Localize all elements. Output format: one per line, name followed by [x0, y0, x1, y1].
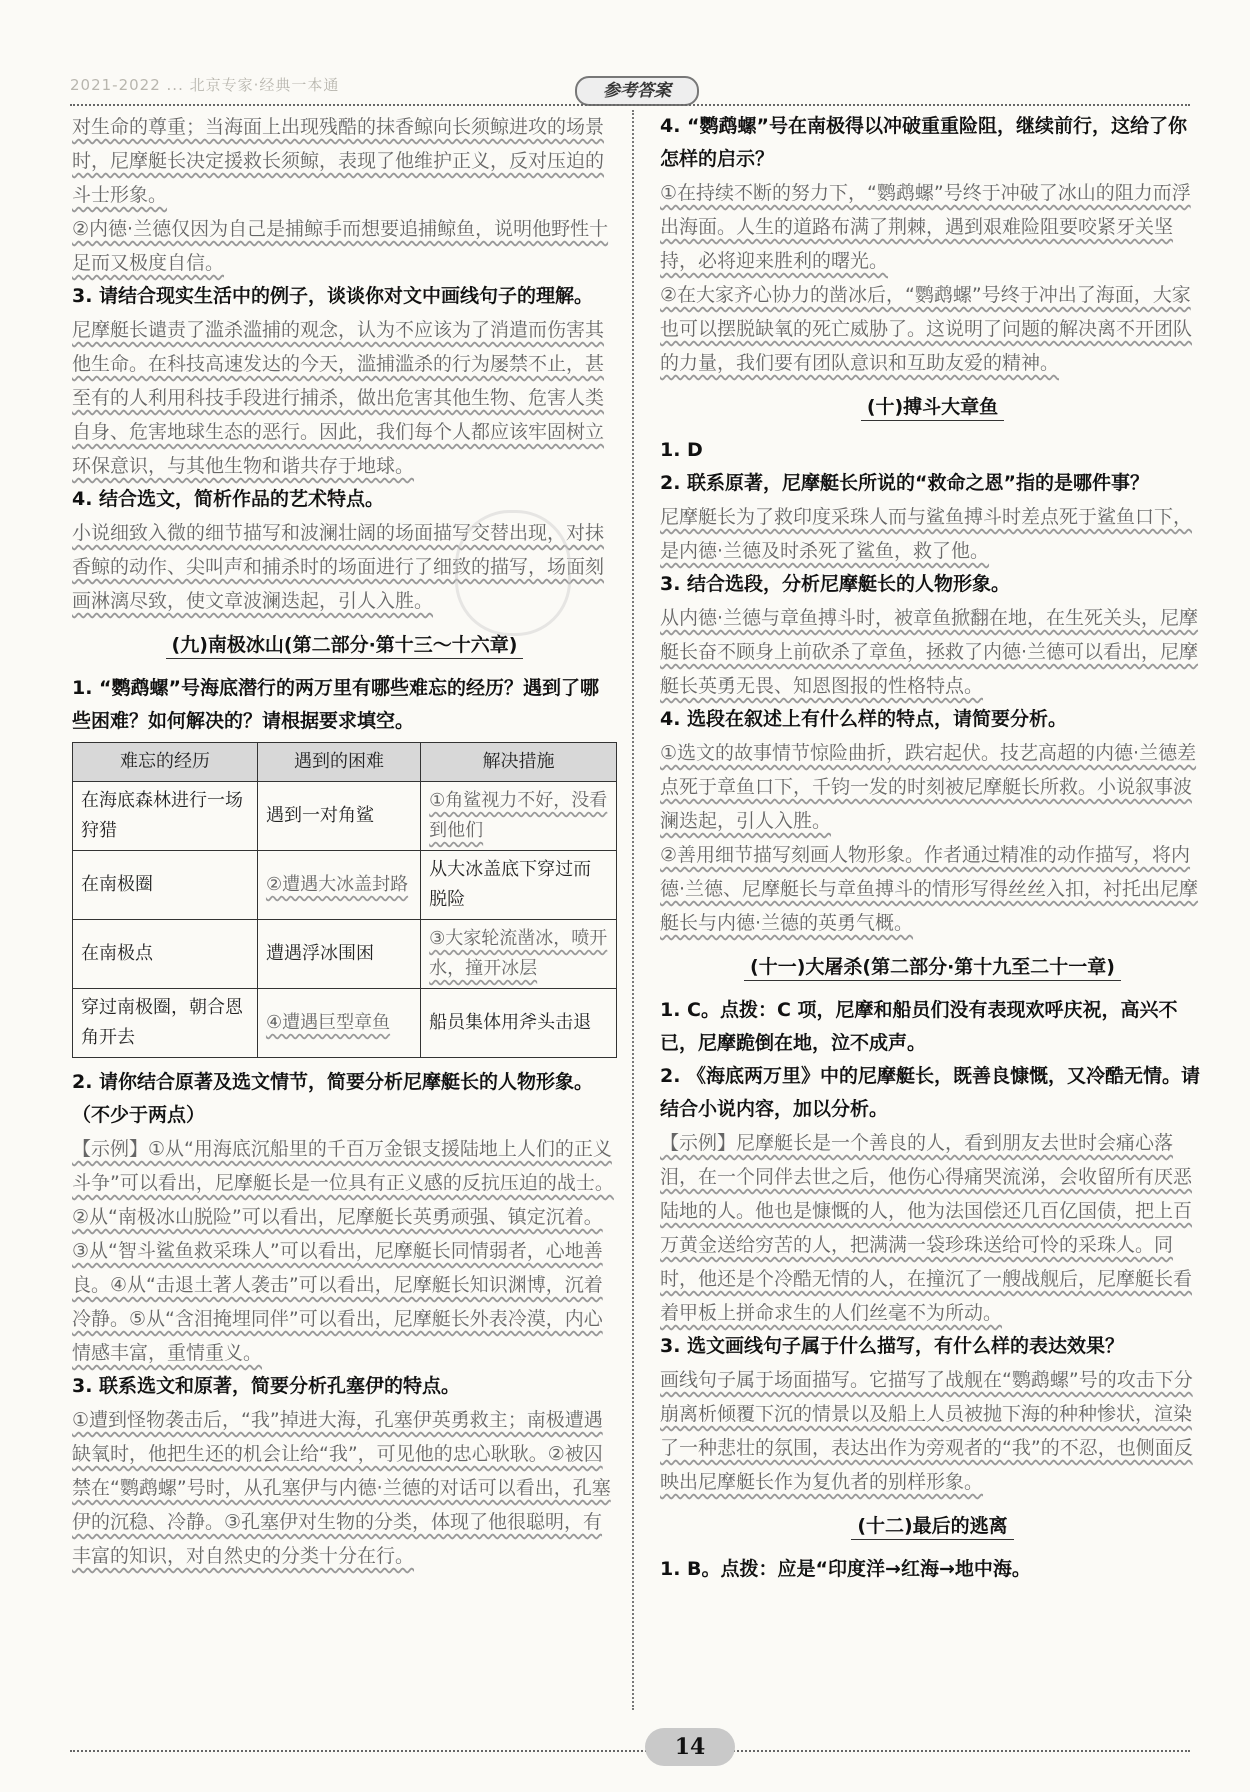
table-cell: ②遭遇大冰盖封路 [257, 851, 420, 920]
table-row [73, 851, 617, 920]
question: 3. 结合选段，分析尼摩艇长的人物形象。 [660, 573, 1011, 595]
right-column [660, 110, 1205, 1586]
section-title-text: (十一)大屠杀(第二部分·第十九至二十一章) [744, 956, 1121, 981]
table-cell: 在南极点 [73, 920, 258, 989]
answer-text: 【示例】①从“用海底沉船里的千百万金银支援陆地上人们的正义斗争”可以看出，尼摩艇长是一位具有正义感的反抗压迫的战士。②从“南极冰山脱险”可以看出，尼摩艇长英勇顽强、镇定沉着。③从“智斗鲨鱼救采珠人”可以看出，尼摩艇长同情弱者，心地善良。④从“击退土著人袭击”可以看出，尼摩艇长知识渊博，沉着冷静。⑤从“含泪掩埋同伴”可以看出，尼摩艇长外表冷漠，内心情感丰富，重情重义。 [72, 1138, 614, 1364]
column-divider [632, 110, 634, 1710]
answer-text: ①遭到怪物袭击后，“我”掉进大海，孔塞伊英勇救主；南极遭遇缺氧时，他把生还的机会让给“我”，可见他的忠心耿耿。②被囚禁在“鹦鹉螺”号时，从孔塞伊与内德·兰德的对话可以看出，孔塞伊的沉稳、冷静。③孔塞伊对生物的分类，体现了他很聪明，有丰富的知识，对自然史的分类十分在行。 [72, 1409, 611, 1567]
table-header: 遇到的困难 [257, 743, 420, 782]
answer-text: ②在大家齐心协力的凿冰后，“鹦鹉螺”号终于冲出了海面，大家也可以摆脱缺氧的死亡威胁了。这说明了问题的解决离不开团队的力量，我们要有团队意识和互助友爱的精神。 [660, 284, 1193, 374]
answer-text: 对生命的尊重；当海面上出现残酷的抹香鲸向长须鲸进攻的场景时，尼摩艇长决定援救长须鲸，表现了他维护正义，反对压迫的斗士形象。 [72, 116, 605, 206]
table-cell: 穿过南极圈，朝合恩角开去 [73, 989, 258, 1058]
question: 3. 请结合现实生活中的例子，谈谈你对文中画线句子的理解。 [72, 285, 594, 307]
answer-text: 画线句子属于场面描写。它描写了战舰在“鹦鹉螺”号的攻击下分崩离析倾覆下沉的情景以及船上人员被抛下海的种种惨状，渲染了一种悲壮的氛围，表达出作为旁观者的“我”的不忍，也侧面反映出尼摩艇长作为复仇者的别样形象。 [660, 1369, 1193, 1493]
section-title-text: (九)南极冰山(第二部分·第十三～十六章) [166, 634, 524, 659]
table-cell: 遇到一对角鲨 [257, 782, 420, 851]
question: 3. 联系选文和原著，简要分析孔塞伊的特点。 [72, 1375, 461, 1397]
table-row [73, 989, 617, 1058]
answer-text: ①选文的故事情节惊险曲折，跌宕起伏。技艺高超的内德·兰德差点死于章鱼口下，千钧一发的时刻被尼摩艇长所救。小说叙事波澜迭起，引人入胜。 [660, 742, 1197, 832]
answer-text: 【示例】尼摩艇长是一个善良的人，看到朋友去世时会痛心落泪，在一个同伴去世之后，他伤心得痛哭流涕，会收留所有厌恶陆地的人。他也是慷慨的人，他为法国偿还几百亿国债，把上百万黄金送给穷苦的人，把满满一袋珍珠送给可怜的采珠人。同时，他还是个冷酷无情的人，在撞沉了一艘战舰后，尼摩艇长看着甲板上拼命求生的人们丝毫不为所动。 [660, 1132, 1193, 1324]
question: 2. 联系原著，尼摩艇长所说的“救命之恩”指的是哪件事？ [660, 472, 1150, 494]
table-cell: 船员集体用斧头击退 [421, 989, 617, 1058]
section-title [72, 628, 617, 662]
answer-text: 小说细致入微的细节描写和波澜壮阔的场面描写交替出现，对抹香鲸的动作、尖叫声和捕杀时的场面进行了细致的描写，场面刻画淋漓尽致，使文章波澜迭起，引人入胜。 [72, 522, 605, 612]
answer-text: ②善用细节描写刻画人物形象。作者通过精准的动作描写，将内德·兰德、尼摩艇长与章鱼搏斗的情形写得丝丝入扣，衬托出尼摩艇长与内德·兰德的英勇气概。 [660, 844, 1199, 934]
table-cell: 在南极圈 [73, 851, 258, 920]
page-footer [70, 1734, 1190, 1760]
table-row [73, 920, 617, 989]
answer-text: 从内德·兰德与章鱼搏斗时，被章鱼掀翻在地，在生死关头，尼摩艇长奋不顾身上前砍杀了章鱼，拯救了内德·兰德可以看出，尼摩艇长英勇无畏、知恩图报的性格特点。 [660, 607, 1199, 697]
table-cell: ④遭遇巨型章鱼 [257, 989, 420, 1058]
section-title-text: (十)搏斗大章鱼 [861, 396, 1004, 421]
page-header [70, 70, 1190, 106]
question: 1. C。点拨：C 项，尼摩和船员们没有表现欢呼庆祝，高兴不已，尼摩跪倒在地，泣不成声。 [660, 999, 1178, 1054]
header-faded-text: 2021-2022 ... 北京专家·经典一本通 [70, 76, 340, 94]
section-title [660, 950, 1205, 984]
answer-badge: 参考答案 [575, 76, 699, 106]
question: 1. D [660, 439, 703, 461]
footer-divider [70, 1750, 1190, 1752]
table-cell: 遭遇浮冰围困 [257, 920, 420, 989]
experience-table [72, 742, 617, 1058]
question: 3. 选文画线句子属于什么描写，有什么样的表达效果？ [660, 1335, 1125, 1357]
answer-text: ②内德·兰德仅因为自己是捕鲸手而想要追捕鲸鱼，说明他野性十足而又极度自信。 [72, 218, 609, 274]
page-number: 14 [645, 1728, 735, 1766]
table-cell: 从大冰盖底下穿过而脱险 [421, 851, 617, 920]
watermark-stamp [455, 510, 571, 636]
section-title [660, 390, 1205, 424]
table-cell: ①角鲨视力不好，没看到他们 [421, 782, 617, 851]
table-row [73, 782, 617, 851]
question: 2. 《海底两万里》中的尼摩艇长，既善良慷慨，又冷酷无情。请结合小说内容，加以分析。 [660, 1065, 1201, 1120]
table-header: 解决措施 [421, 743, 617, 782]
section-title [660, 1509, 1205, 1543]
question: 2. 请你结合原著及选文情节，简要分析尼摩艇长的人物形象。（不少于两点） [72, 1071, 594, 1126]
table-header: 难忘的经历 [73, 743, 258, 782]
table-cell: ③大家轮流凿冰，喷开水，撞开冰层 [421, 920, 617, 989]
answer-text: 尼摩艇长谴责了滥杀滥捕的观念，认为不应该为了消遣而伤害其他生命。在科技高速发达的今天，滥捕滥杀的行为屡禁不止，甚至有的人利用科技手段进行捕杀，做出危害其他生物、危害人类自身、危害地球生态的恶行。因此，我们每个人都应该牢固树立环保意识，与其他生物和谐共存于地球。 [72, 319, 605, 477]
table-header-row [73, 743, 617, 782]
answer-text: 尼摩艇长为了救印度采珠人而与鲨鱼搏斗时差点死于鲨鱼口下，是内德·兰德及时杀死了鲨鱼，救了他。 [660, 506, 1193, 562]
question: 4. 选段在叙述上有什么样的特点，请简要分析。 [660, 708, 1068, 730]
section-title-text: (十二)最后的逃离 [851, 1515, 1013, 1540]
question: 1. B。点拨：应是“印度洋→红海→地中海。 [660, 1558, 1031, 1580]
table-cell: 在海底森林进行一场狩猎 [73, 782, 258, 851]
answer-text: ①在持续不断的努力下，“鹦鹉螺”号终于冲破了冰山的阻力而浮出海面。人生的道路布满了荆棘，遇到艰难险阻要咬紧牙关坚持，必将迎来胜利的曙光。 [660, 182, 1191, 272]
question: 4. 结合选文，简析作品的艺术特点。 [72, 488, 385, 510]
question: 1. “鹦鹉螺”号海底潜行的两万里有哪些难忘的经历？遇到了哪些困难？如何解决的？请根据要求填空。 [72, 677, 600, 732]
left-column [72, 110, 617, 1573]
question: 4. “鹦鹉螺”号在南极得以冲破重重险阻，继续前行，这给了你怎样的启示？ [660, 115, 1188, 170]
header-divider [70, 104, 1190, 106]
